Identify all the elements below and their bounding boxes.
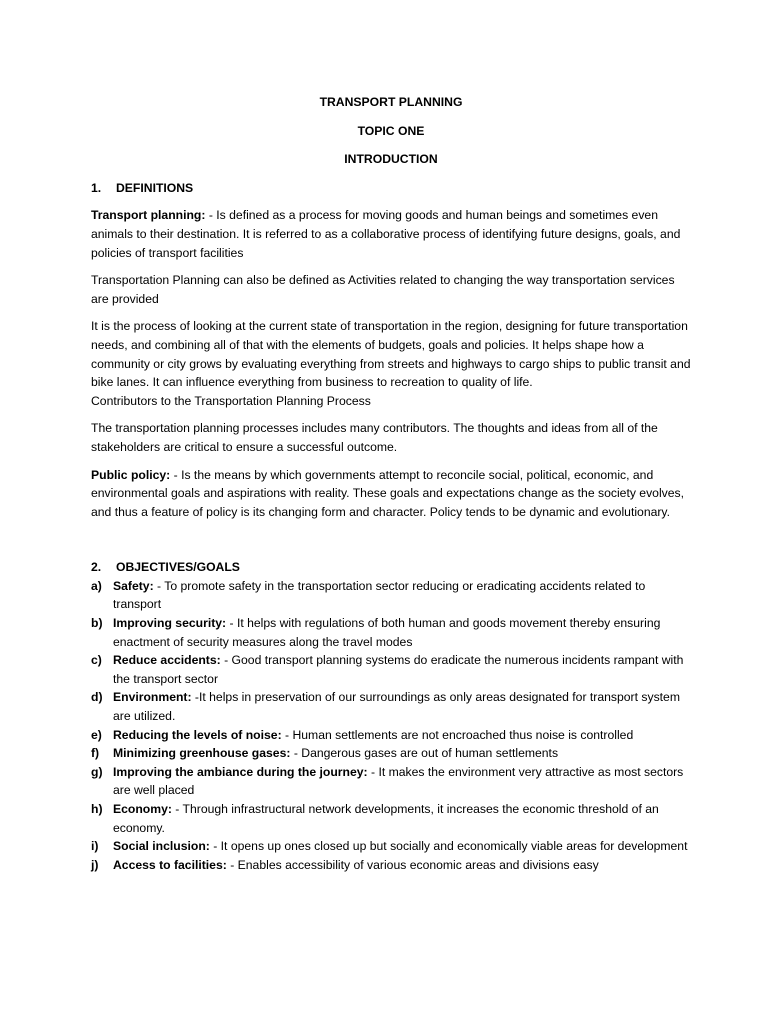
process-text: It is the process of looking at the current state of transportation in the region, designing for future transportation needs, and combining all of that with the elements of budgets, goals and policies. It helps shape how a community or city grows by evaluating everything from streets and highways to cargo ships to public transit and bike lanes. It can influence everything from business to recreation to quality of life. <box>91 319 691 390</box>
introduction-heading: INTRODUCTION <box>344 152 438 167</box>
section-2-number: 2. <box>91 560 102 575</box>
list-item-marker: g) <box>91 764 103 779</box>
definition-term: Public policy: <box>91 467 171 482</box>
list-item-marker: i) <box>91 839 99 854</box>
list-item-body <box>113 837 691 856</box>
transport-planning-definition <box>91 206 691 262</box>
definition-term: Transport planning: <box>91 208 206 223</box>
document-page <box>91 93 691 874</box>
list-item-term: Access to facilities: <box>113 857 227 872</box>
list-item <box>91 800 691 837</box>
list-item-body <box>113 856 691 875</box>
list-item-body <box>113 577 691 614</box>
list-item <box>91 837 691 856</box>
list-item-text: - Enables accessibility of various economic areas and divisions easy <box>226 857 599 872</box>
transportation-planning-paragraph: Transportation Planning can also be defined as Activities related to changing the way transportation services are provided <box>91 273 675 306</box>
list-item-text: - Dangerous gases are out of human settlements <box>290 746 559 761</box>
definition-text: - Is the means by which governments attempt to reconcile social, political, economic, and environmental goals and aspirations with reality. These goals and expectations change as the society evolves, and thus a feature of policy is its changing form and character. Policy tends to be dynamic and evolutionary. <box>91 467 685 519</box>
list-item-body <box>113 763 691 800</box>
list-item <box>91 856 691 875</box>
list-item <box>91 688 691 725</box>
list-item <box>91 577 691 614</box>
list-item-term: Minimizing greenhouse gases: <box>113 746 291 761</box>
list-item-text: - It makes the environment very attractive as most sectors are well placed <box>113 764 684 798</box>
list-item-term: Social inclusion: <box>113 839 210 854</box>
list-item-text: -It helps in preservation of our surroundings as only areas designated for transport system are utilized. <box>113 690 680 724</box>
list-item-text: - Human settlements are not encroached thus noise is controlled <box>281 727 634 742</box>
list-item-text: - Good transport planning systems do eradicate the numerous incidents rampant with the transport sector <box>113 653 684 686</box>
section-1-title: DEFINITIONS <box>116 180 194 195</box>
list-item-term: Environment: <box>113 690 192 705</box>
list-item-marker: f) <box>91 746 100 761</box>
contributors-paragraph: The transportation planning processes includes many contributors. The thoughts and ideas from all of the stakeholders are critical to ensure a successful outcome. <box>91 421 658 454</box>
list-item-body <box>113 744 691 763</box>
list-item-body <box>113 614 691 651</box>
list-item <box>91 651 691 688</box>
list-item-body <box>113 688 691 725</box>
definition-text: - Is defined as a process for moving goods and human beings and sometimes even animals to their destination. It is referred to as a collaborative process of identifying future designs, goals, and policies of transport facilities <box>91 208 681 260</box>
contributors-line: Contributors to the Transportation Planning Process <box>91 393 371 408</box>
public-policy-definition <box>91 466 691 522</box>
list-item-marker: j) <box>91 857 99 872</box>
list-item-marker: d) <box>91 690 103 705</box>
objectives-list <box>91 577 691 875</box>
section-1-heading <box>91 179 691 198</box>
list-item-text: - Through infrastructural network developments, it increases the economic threshold of an economy. <box>113 802 659 835</box>
list-item-text: - To promote safety in the transportation sector reducing or eradicating accidents related to transport <box>113 578 646 612</box>
process-paragraph <box>91 317 691 410</box>
list-item-term: Reducing the levels of noise: <box>113 727 282 742</box>
list-item <box>91 744 691 763</box>
list-item <box>91 763 691 800</box>
list-item-marker: a) <box>91 578 102 593</box>
section-2-heading <box>91 558 691 577</box>
list-item <box>91 726 691 745</box>
list-item-term: Improving the ambiance during the journey: <box>113 764 368 779</box>
list-item-body <box>113 726 691 745</box>
document-title: TRANSPORT PLANNING <box>319 95 463 109</box>
list-item-term: Safety: <box>113 578 154 593</box>
section-2-title: OBJECTIVES/GOALS <box>116 560 240 575</box>
list-item-term: Economy: <box>113 802 172 816</box>
list-item-marker: e) <box>91 727 102 742</box>
topic-heading: TOPIC ONE <box>357 123 425 138</box>
list-item-term: Improving security: <box>113 616 227 631</box>
section-spacer <box>91 530 691 558</box>
list-item-marker: c) <box>91 653 102 668</box>
list-item-term: Reduce accidents: <box>113 653 221 668</box>
list-item-marker: b) <box>91 616 103 631</box>
list-item <box>91 614 691 651</box>
list-item-marker: h) <box>91 802 103 816</box>
list-item-text: - It opens up ones closed up but socially and economically viable areas for development <box>209 839 688 854</box>
section-1-number: 1. <box>91 180 102 195</box>
list-item-body <box>113 651 691 688</box>
list-item-body <box>113 800 691 837</box>
list-item-text: - It helps with regulations of both human and goods movement thereby ensuring enactment of security measures along the travel modes <box>113 616 661 649</box>
